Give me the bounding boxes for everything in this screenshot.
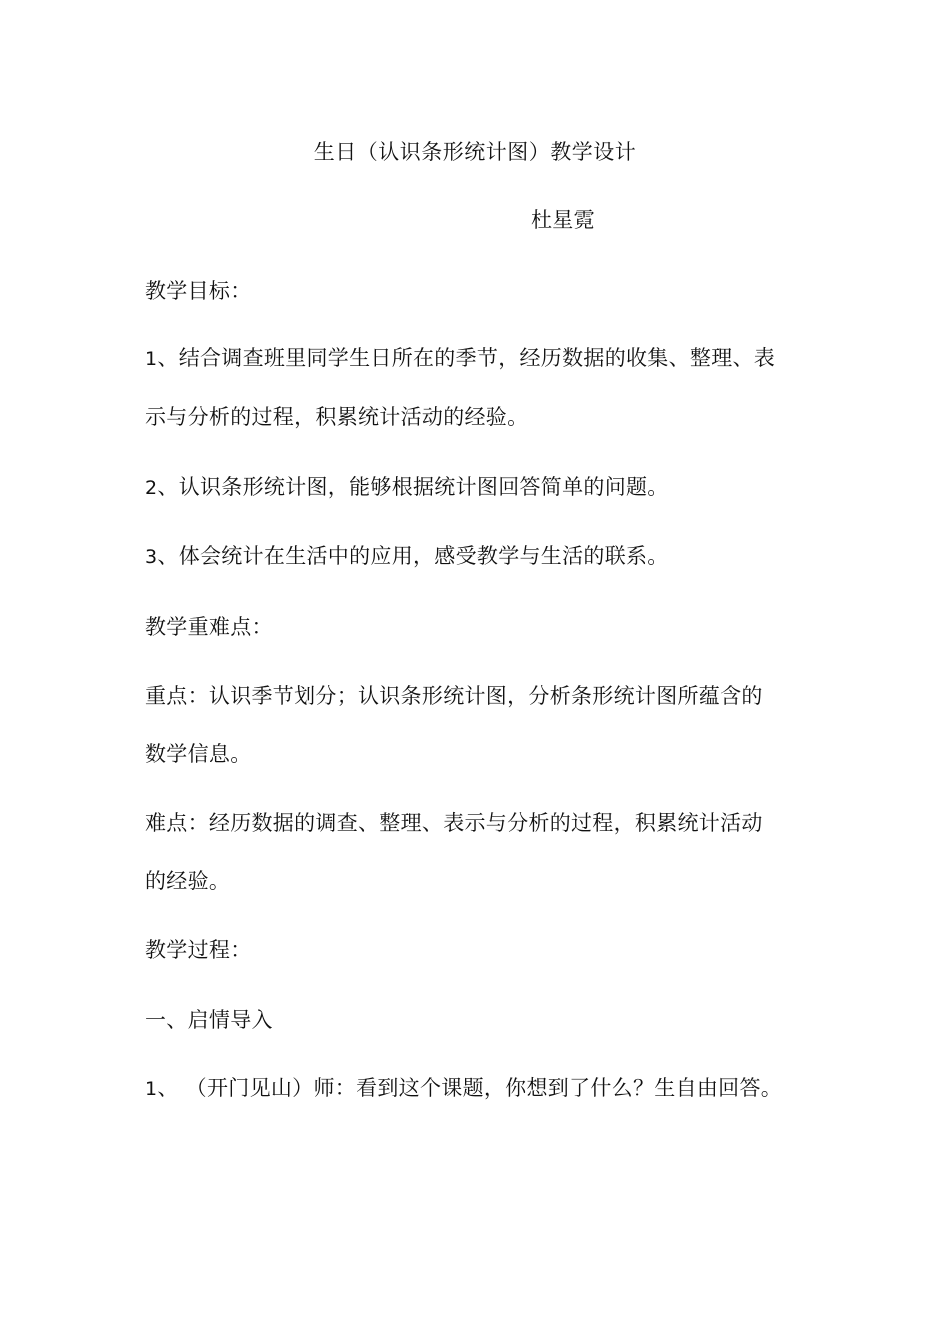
objective-1-line-1	[145, 343, 775, 374]
objective-1-text: 、结合调查班里同学生日所在的季节，经历数据的收集、整理、表	[157, 346, 776, 370]
objective-2-text: 、认识条形统计图，能够根据统计图回答简单的问题。	[157, 475, 669, 499]
difficulty-line-2: 的经验。	[145, 869, 231, 893]
section-1-heading: 一、启情导入	[145, 1008, 273, 1032]
objective-1-number: 1	[145, 348, 158, 370]
key-points-heading: 教学重难点：	[145, 615, 273, 639]
key-point-line-1: 重点：认识季节划分；认识条形统计图，分析条形统计图所蕴含的	[145, 684, 763, 708]
step-1	[145, 1073, 782, 1104]
author-name: 杜星霓	[531, 208, 595, 232]
objective-1-line-2: 示与分析的过程，积累统计活动的经验。	[145, 405, 529, 429]
objective-3-text: 、体会统计在生活中的应用，感受教学与生活的联系。	[157, 544, 669, 568]
document-title: 生日（认识条形统计图）教学设计	[313, 140, 637, 164]
difficulty-line-1: 难点：经历数据的调查、整理、表示与分析的过程，积累统计活动	[145, 811, 763, 835]
step-1-text: 、 （开门见山）师：看到这个课题，你想到了什么？生自由回答。	[157, 1076, 783, 1100]
objectives-heading: 教学目标：	[145, 279, 252, 303]
key-point-line-2: 数学信息。	[145, 742, 252, 766]
step-1-number: 1	[145, 1078, 158, 1100]
objective-2	[145, 472, 669, 503]
objective-3-number: 3	[145, 546, 158, 568]
objective-2-number: 2	[145, 477, 158, 499]
process-heading: 教学过程：	[145, 938, 252, 962]
objective-3	[145, 541, 669, 572]
